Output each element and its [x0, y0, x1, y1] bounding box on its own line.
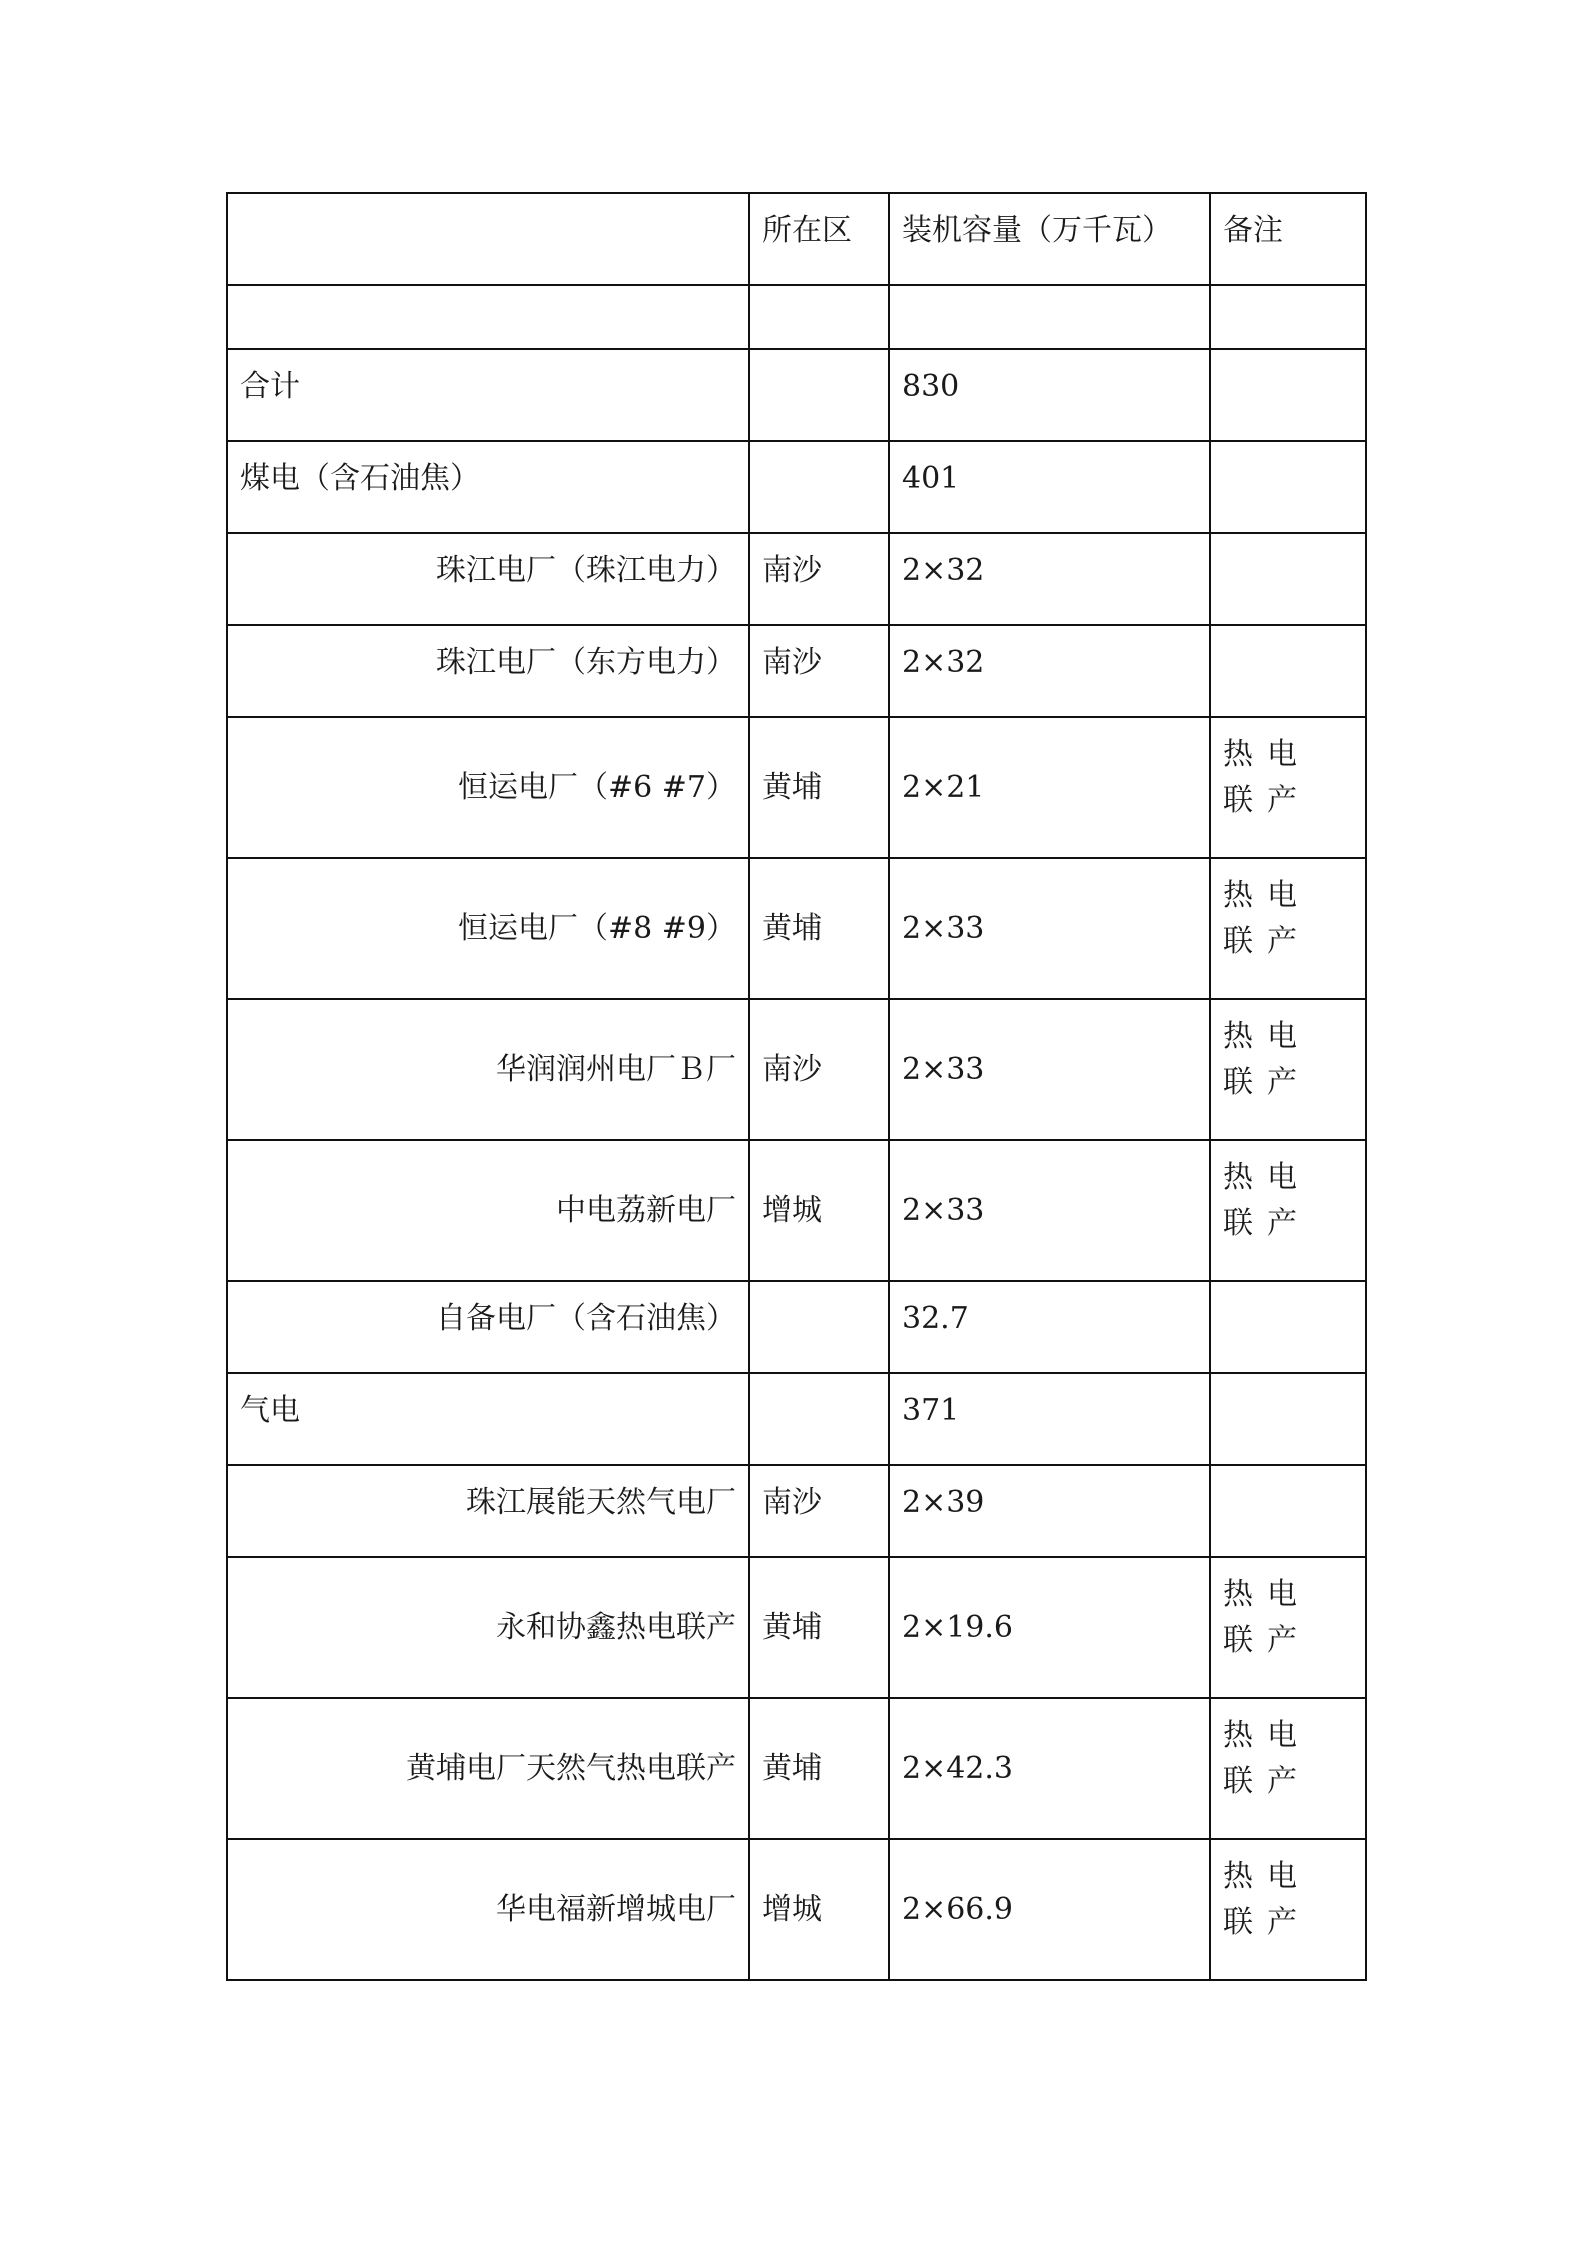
plant-name-cell: 恒运电厂（#8 #9）	[227, 858, 749, 999]
table-row	[227, 625, 1366, 717]
table-row-total	[227, 349, 1366, 441]
note-cell	[1210, 1140, 1366, 1281]
table-row	[227, 1140, 1366, 1281]
blank-cell	[889, 285, 1210, 349]
plant-name-cell: 气电	[227, 1373, 749, 1465]
table-row	[227, 999, 1366, 1140]
district-cell: 增城	[749, 1839, 889, 1980]
note-cell	[1210, 1557, 1366, 1698]
note-text: 热电联产	[1223, 737, 1311, 818]
note-cell	[1210, 349, 1366, 441]
plant-name-cell: 黄埔电厂天然气热电联产	[227, 1698, 749, 1839]
table-row	[227, 533, 1366, 625]
district-cell	[749, 1373, 889, 1465]
note-text: 热电联产	[1223, 1019, 1311, 1100]
capacity-cell: 830	[889, 349, 1210, 441]
plant-name-cell: 恒运电厂（#6 #7）	[227, 717, 749, 858]
note-cell	[1210, 999, 1366, 1140]
district-cell: 黄埔	[749, 858, 889, 999]
note-cell	[1210, 1465, 1366, 1557]
plant-name-cell: 珠江展能天然气电厂	[227, 1465, 749, 1557]
blank-cell	[1210, 285, 1366, 349]
plant-name-cell: 合计	[227, 349, 749, 441]
table-row	[227, 1698, 1366, 1839]
capacity-cell: 32.7	[889, 1281, 1210, 1373]
capacity-cell: 2×19.6	[889, 1557, 1210, 1698]
capacity-cell: 401	[889, 441, 1210, 533]
district-cell: 南沙	[749, 1465, 889, 1557]
note-text: 热电联产	[1223, 1859, 1311, 1940]
district-cell: 黄埔	[749, 717, 889, 858]
note-cell	[1210, 858, 1366, 999]
capacity-cell: 2×33	[889, 1140, 1210, 1281]
plant-name-cell: 华润润州电厂Ｂ厂	[227, 999, 749, 1140]
header-note-cell: 备注	[1210, 193, 1366, 285]
plant-name-cell: 自备电厂（含石油焦）	[227, 1281, 749, 1373]
plant-name-cell: 煤电（含石油焦）	[227, 441, 749, 533]
header-capacity-cell: 装机容量（万千瓦）	[889, 193, 1210, 285]
note-cell	[1210, 1281, 1366, 1373]
blank-cell	[749, 285, 889, 349]
note-cell	[1210, 1839, 1366, 1980]
district-cell: 南沙	[749, 625, 889, 717]
blank-row	[227, 285, 1366, 349]
table-row	[227, 1281, 1366, 1373]
table-row	[227, 717, 1366, 858]
table-header-row	[227, 193, 1366, 285]
header-name-cell	[227, 193, 749, 285]
table-row	[227, 1557, 1366, 1698]
district-cell	[749, 349, 889, 441]
capacity-cell: 2×39	[889, 1465, 1210, 1557]
plant-name-cell: 永和协鑫热电联产	[227, 1557, 749, 1698]
note-cell	[1210, 1698, 1366, 1839]
capacity-cell: 2×32	[889, 625, 1210, 717]
district-cell	[749, 1281, 889, 1373]
plant-name-cell: 珠江电厂（东方电力）	[227, 625, 749, 717]
capacity-cell: 2×32	[889, 533, 1210, 625]
capacity-cell: 2×33	[889, 999, 1210, 1140]
note-cell	[1210, 441, 1366, 533]
note-cell	[1210, 717, 1366, 858]
plant-name-cell: 华电福新增城电厂	[227, 1839, 749, 1980]
district-cell: 南沙	[749, 533, 889, 625]
note-text: 热电联产	[1223, 1577, 1311, 1658]
note-cell	[1210, 1373, 1366, 1465]
plant-name-cell: 珠江电厂（珠江电力）	[227, 533, 749, 625]
header-district-cell: 所在区	[749, 193, 889, 285]
note-cell	[1210, 625, 1366, 717]
capacity-cell: 2×21	[889, 717, 1210, 858]
note-text: 热电联产	[1223, 878, 1311, 959]
district-cell: 黄埔	[749, 1557, 889, 1698]
table-row	[227, 1839, 1366, 1980]
note-cell	[1210, 533, 1366, 625]
district-cell: 增城	[749, 1140, 889, 1281]
table-row-category	[227, 441, 1366, 533]
capacity-cell: 2×42.3	[889, 1698, 1210, 1839]
district-cell: 南沙	[749, 999, 889, 1140]
blank-cell	[227, 285, 749, 349]
power-plant-table	[226, 192, 1367, 1981]
note-text: 热电联产	[1223, 1160, 1311, 1241]
table-row	[227, 1465, 1366, 1557]
plant-name-cell: 中电荔新电厂	[227, 1140, 749, 1281]
note-text: 热电联产	[1223, 1718, 1311, 1799]
district-cell	[749, 441, 889, 533]
capacity-cell: 2×66.9	[889, 1839, 1210, 1980]
table-row-category	[227, 1373, 1366, 1465]
table-row	[227, 858, 1366, 999]
capacity-cell: 2×33	[889, 858, 1210, 999]
district-cell: 黄埔	[749, 1698, 889, 1839]
capacity-cell: 371	[889, 1373, 1210, 1465]
